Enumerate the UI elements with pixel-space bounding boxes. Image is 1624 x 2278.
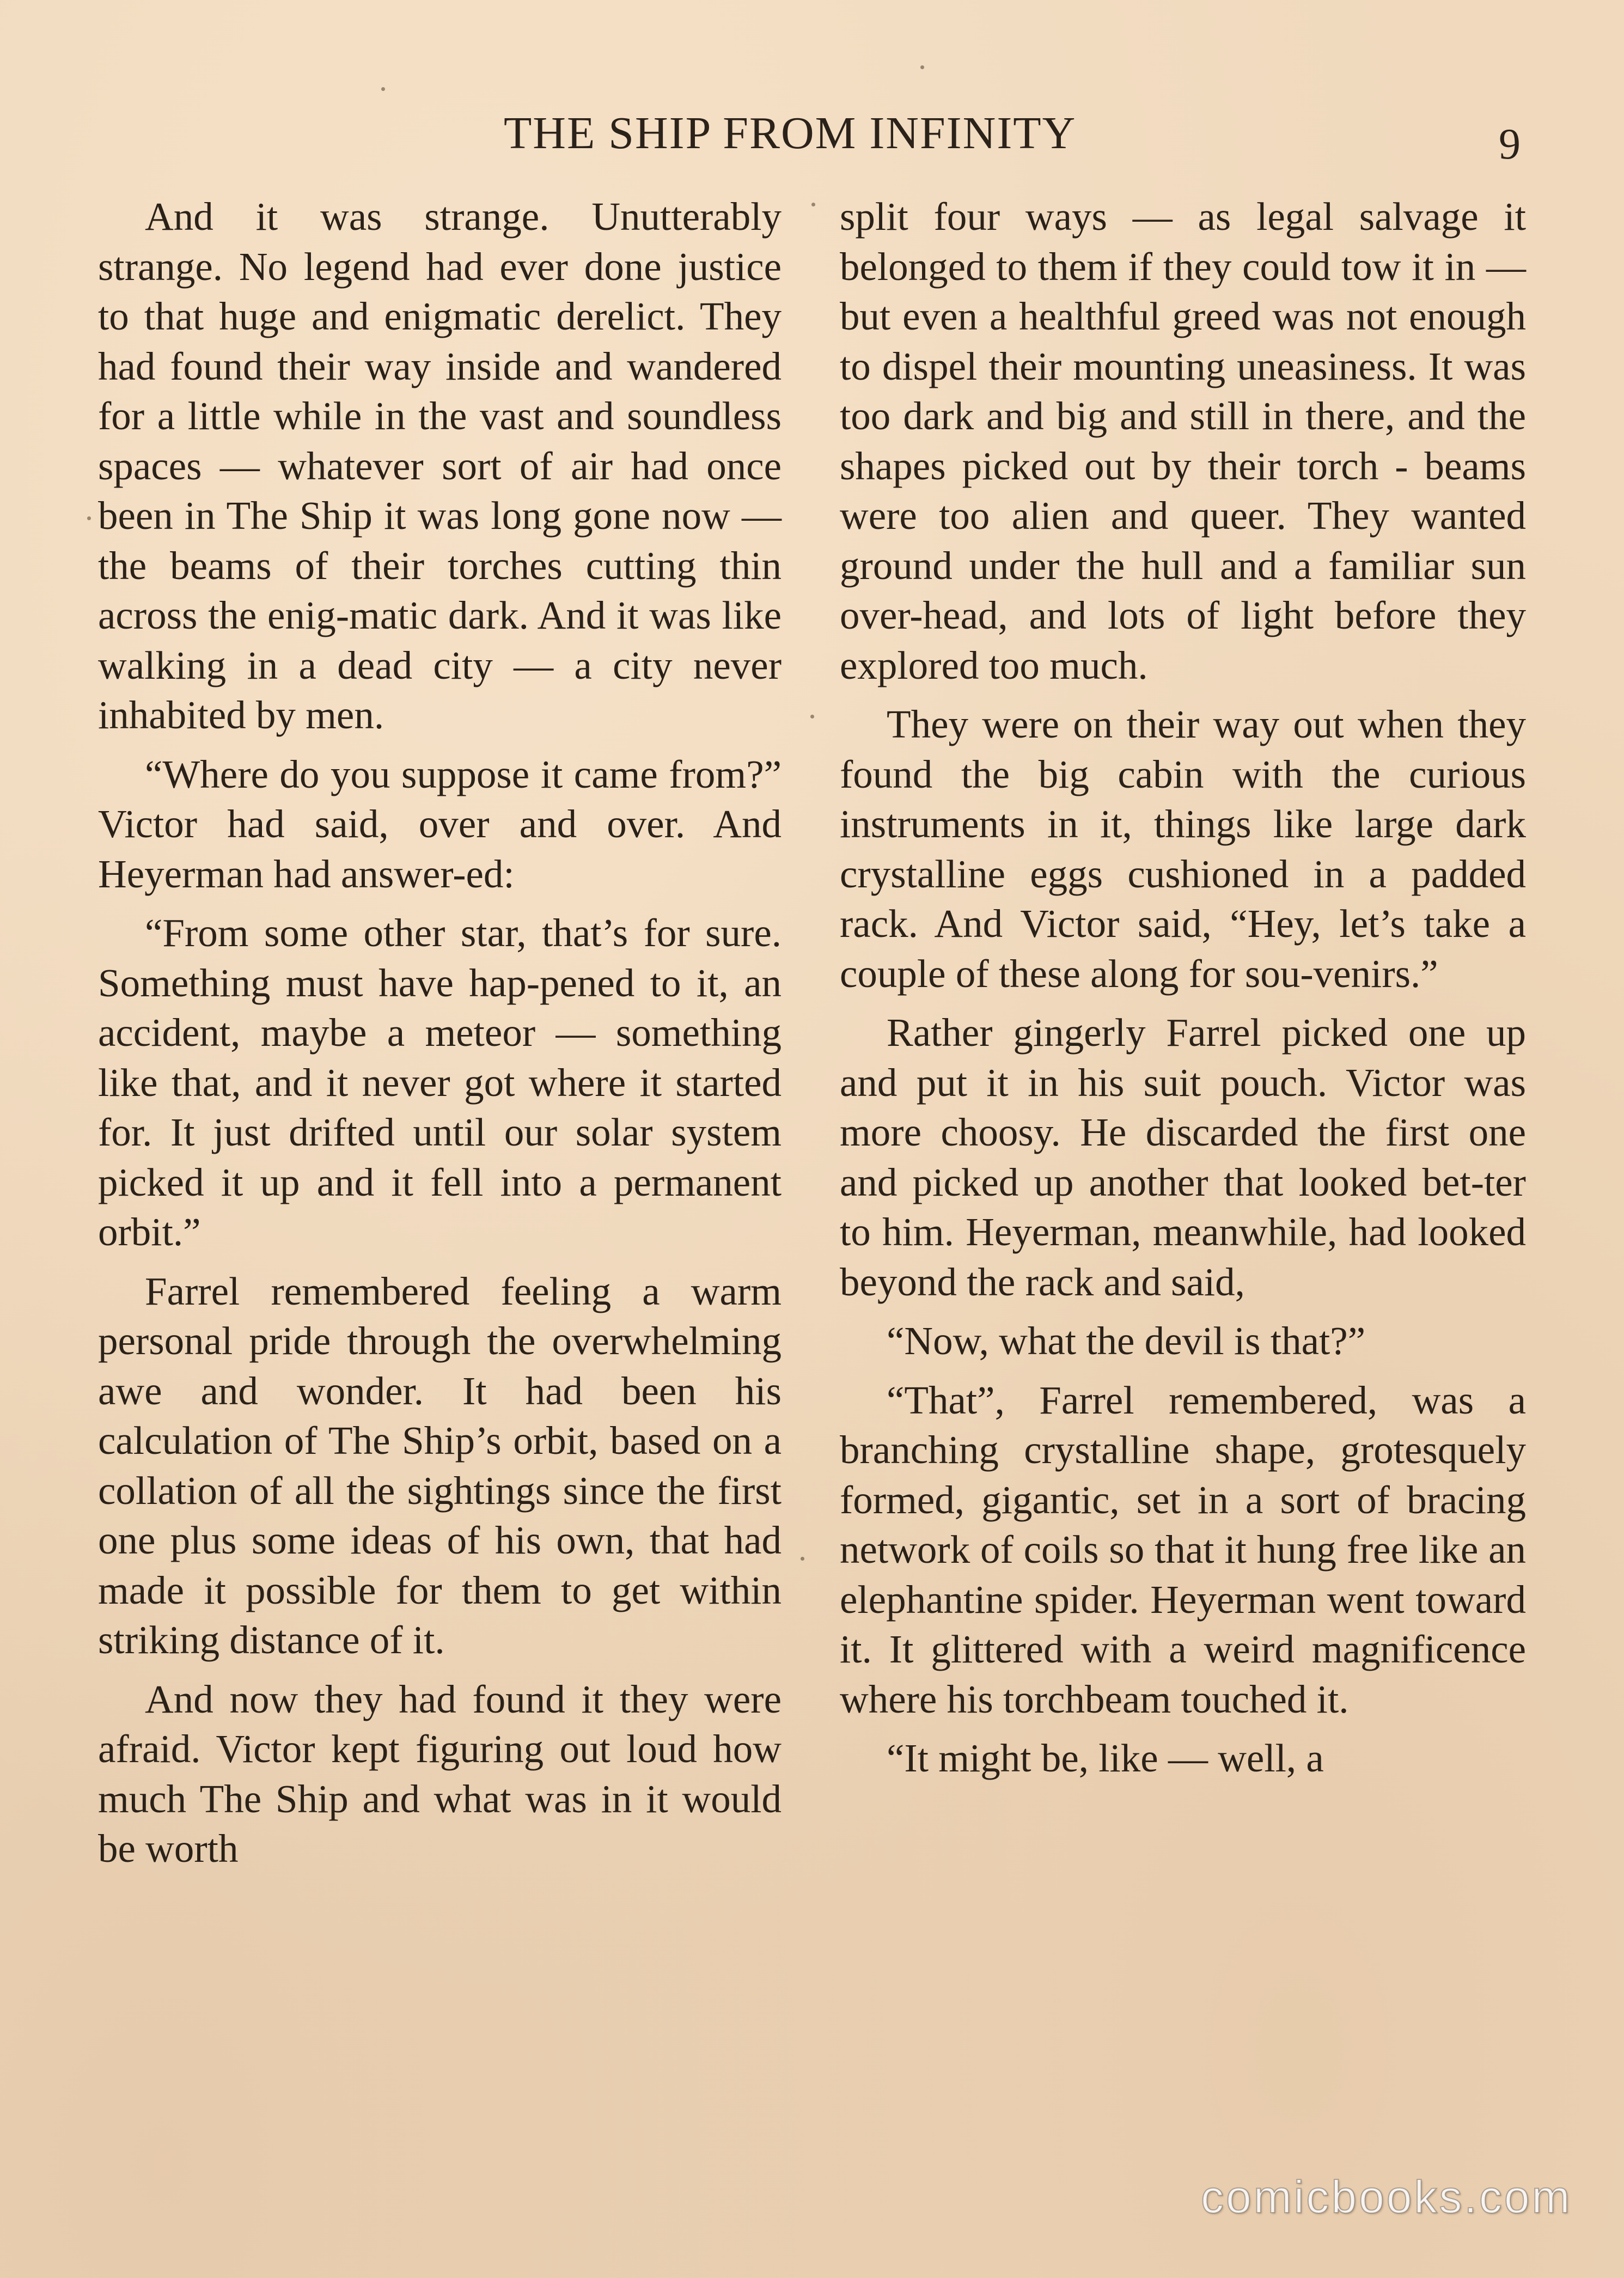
paragraph-continued: split four ways — as legal salvage it belonged to them if they could tow it in — but even a healthful greed was not enough to dispel their mounting uneasiness. It was too dark and big and still in there, and the shapes picked out by their torch - beams were too alien and queer. They wanted ground under the hull and a familiar sun over-head, and lots of light before they explored too much. <box>840 194 1526 687</box>
right-column <box>840 192 1526 1793</box>
page-header <box>0 103 1624 168</box>
paper-speck <box>810 715 814 718</box>
page-number: 9 <box>1499 120 1521 168</box>
paragraph: And it was strange. Unutterably strange. No legend had ever done justice to that huge and enigmatic derelict. They had found their way inside and wandered for a little while in the vast and soundless spaces — whatever sort of air had once been in The Ship it was long gone now — the beams of their torches cutting thin across the enig-matic dark. And it was like walking in a dead city — a city never inhabited by men. <box>98 194 782 737</box>
paragraph: “From some other star, that’s for sure. Something must have hap-pened to it, an accident, maybe a meteor — something like that, and it never got where it started for. It just drifted until our solar system picked it up and it fell into a permanent orbit.” <box>98 911 782 1254</box>
paragraph: Farrel remembered feeling a warm personal pride through the overwhelming awe and wonder. It had been his calculation of The Ship’s orbit, based on a collation of all the sightings since the first one plus some ideas of his own, that had made it possible for them to get within striking distance of it. <box>98 1269 782 1662</box>
left-column <box>98 192 782 1883</box>
paragraph: Rather gingerly Farrel picked one up and put it in his suit pouch. Victor was more choosy. He discarded the first one and picked up another that looked bet-ter to him. Heyerman, meanwhile, had looked beyond the rack and said, <box>840 1010 1526 1304</box>
paper-speck <box>920 65 924 69</box>
paper-speck <box>87 516 91 520</box>
paragraph: And now they had found it they were afraid. Victor kept figuring out loud how much The Ship and what was in it would be worth <box>98 1677 782 1871</box>
paper-speck <box>811 203 815 206</box>
paragraph: “Now, what the devil is that?” <box>887 1319 1366 1363</box>
running-title: THE SHIP FROM INFINITY <box>504 108 1077 159</box>
paragraph: “That”, Farrel remembered, was a branching crystalline shape, grotesquely formed, gigantic, set in a sort of bracing network of coils so that it hung free like an elephantine spider. Heyerman went toward it. It glittered with a weird magnificence where his torchbeam touched it. <box>840 1378 1526 1721</box>
paper-speck <box>801 1557 804 1561</box>
paper-speck <box>381 87 385 91</box>
paragraph: They were on their way out when they found the big cabin with the curious instruments in it, things like large dark crystalline eggs cushioned in a padded rack. And Victor said, “Hey, let’s take a couple of these along for sou-venirs.” <box>840 702 1526 996</box>
paragraph: “It might be, like — well, a <box>887 1736 1324 1780</box>
watermark-logo: comicbooks.com <box>1201 2171 1572 2222</box>
paragraph: “Where do you suppose it came from?” Victor had said, over and over. And Heyerman had answer-ed: <box>98 752 782 896</box>
